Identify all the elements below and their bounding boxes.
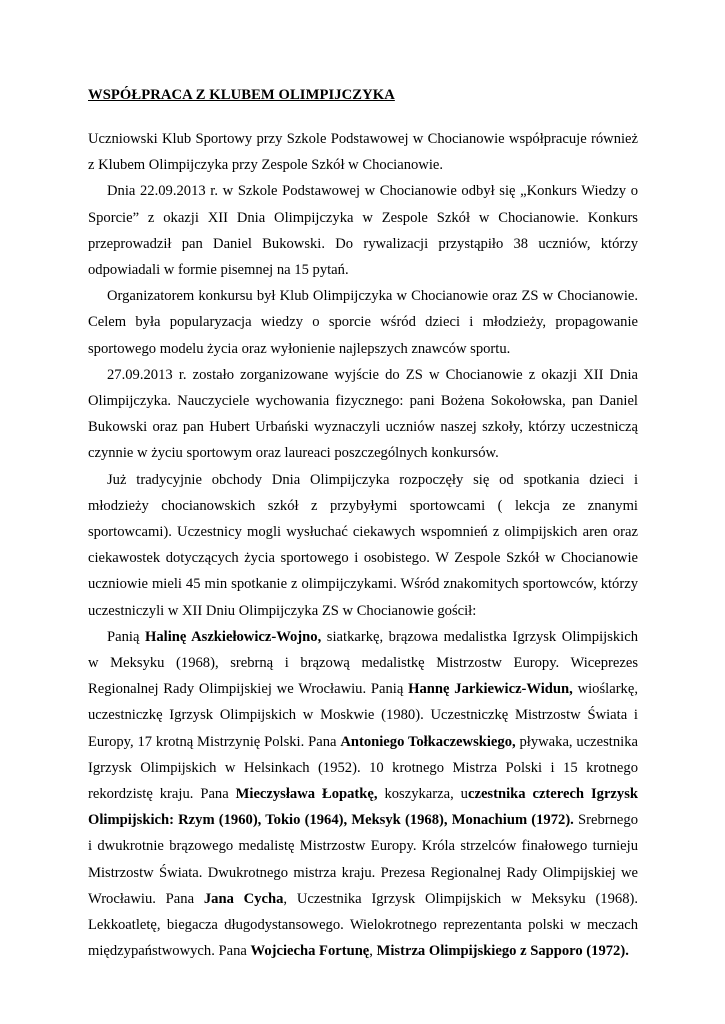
guests-text: pływaka, uczestnika Igrzysk Olimpijskich w Helsinkach (1952). 10 krotnego Mistrza Polski i 15 krotnego rekordzistę kraju. Pana — [88, 733, 638, 803]
guest-achievement-bold: czestnika czterech Igrzysk Olimpijskich: Rzym (1960), Tokio (1964), Meksyk (1968), Monachium (1972). — [88, 786, 638, 829]
guest-achievement-bold: Mistrza Olimpijskiego z Sapporo (1972). — [376, 943, 629, 960]
guests-text: , Uczestnika Igrzysk Olimpijskich w Meksyku (1968). Lekkoatletę, biegacza długodystansowego. Wielokrotnego reprezentanta polski w meczach międzypaństwowych. Pana — [88, 890, 639, 960]
paragraph-organizer: Organizatorem konkursu był Klub Olimpijczyka w Chocianowie oraz ZS w Chocianowie. Celem była popularyzacja wiedzy o sporcie wśród dzieci i młodzieży, propagowanie sportowego modelu życia oraz wyłonienie najlepszych znawców sportu. — [88, 288, 638, 357]
paragraph-trip: 27.09.2013 r. zostało zorganizowane wyjście do ZS w Chocianowie z okazji XII Dnia Olimpijczyka. Nauczyciele wychowania fizycznego: pani Bożena Sokołowska, pan Daniel Bukowski oraz pan Hubert Urbański wyznaczyli uczniów naszej szkoły, którzy uczestniczą czynnie w życiu sportowym oraz laureaci poszczególnych konkursów. — [88, 366, 638, 462]
guests-text: , — [369, 943, 377, 960]
guest-name-bold: Jana Cycha — [203, 890, 284, 907]
guest-name-bold: Mieczysława Łopatkę, — [235, 786, 378, 803]
paragraph-intro: Uczniowski Klub Sportowy przy Szkole Podstawowej w Chocianowie współpracuje również z Klubem Olimpijczyka przy Zespole Szkół w Chocianowie. — [88, 131, 638, 174]
guests-text: Srebrnego i dwukrotnie brązowego medalistę Mistrzostw Europy. Króla strzelców finałowego turnieju Mistrzostw Świata. Dwukrotnego mistrza kraju. Prezesa Regionalnej Rady Olimpijskiej we Wrocławiu. Pana — [88, 812, 639, 907]
document-title: WSPÓŁPRACA Z KLUBEM OLIMPIJCZYKA — [88, 87, 395, 103]
guest-name-bold: Halinę Aszkiełowicz-Wojno, — [145, 628, 322, 645]
guests-text: wioślarkę, uczestniczkę Igrzysk Olimpijskich w Moskwie (1980). Uczestniczkę Mistrzostw Świata i Europy, 17 krotną Mistrzynię Polski. Pana — [88, 681, 638, 750]
guests-text: Panią — [107, 628, 145, 645]
document-page — [88, 84, 638, 965]
guest-name-bold: Wojciecha Fortunę — [250, 943, 370, 960]
paragraph-contest: Dnia 22.09.2013 r. w Szkole Podstawowej w Chocianowie odbył się „Konkurs Wiedzy o Sporcie” z okazji XII Dnia Olimpijczyka w Zespole Szkół w Chocianowie. Konkurs przeprowadził pan Daniel Bukowski. Do rywalizacji przystąpiło 38 uczniów, którzy odpowiadali w formie pisemnej na 15 pytań. — [88, 183, 638, 279]
guest-name-bold: Hannę Jarkiewicz-Widun, — [408, 681, 573, 698]
guest-name-bold: Antoniego Tołkaczewskiego, — [340, 733, 516, 750]
guests-text: koszykarza, u — [377, 786, 468, 803]
paragraph-guests — [88, 624, 638, 965]
paragraph-celebration: Już tradycyjnie obchody Dnia Olimpijczyka rozpoczęły się od spotkania dzieci i młodzieży chocianowskich szkół z przybyłymi sportowcami ( lekcja ze znanymi sportowcami). Uczestnicy mogli wysłuchać ciekawych wspomnień z olimpijskich aren oraz ciekawostek dotyczących życia sportowego i osobistego. W Zespole Szkół w Chocianowie uczniowie mieli 45 min spotkanie z olimpijczykami. Wśród znakomitych sportowców, którzy uczestniczyli w XII Dniu Olimpijczyka ZS w Chocianowie gościł: — [88, 471, 638, 619]
guests-text: siatkarkę, brązowa medalistka Igrzysk Olimpijskich w Meksyku (1968), srebrną i brązową medalistkę Mistrzostw Europy. Wiceprezes Regionalnej Rady Olimpijskiej we Wrocławiu. Panią — [88, 628, 638, 698]
